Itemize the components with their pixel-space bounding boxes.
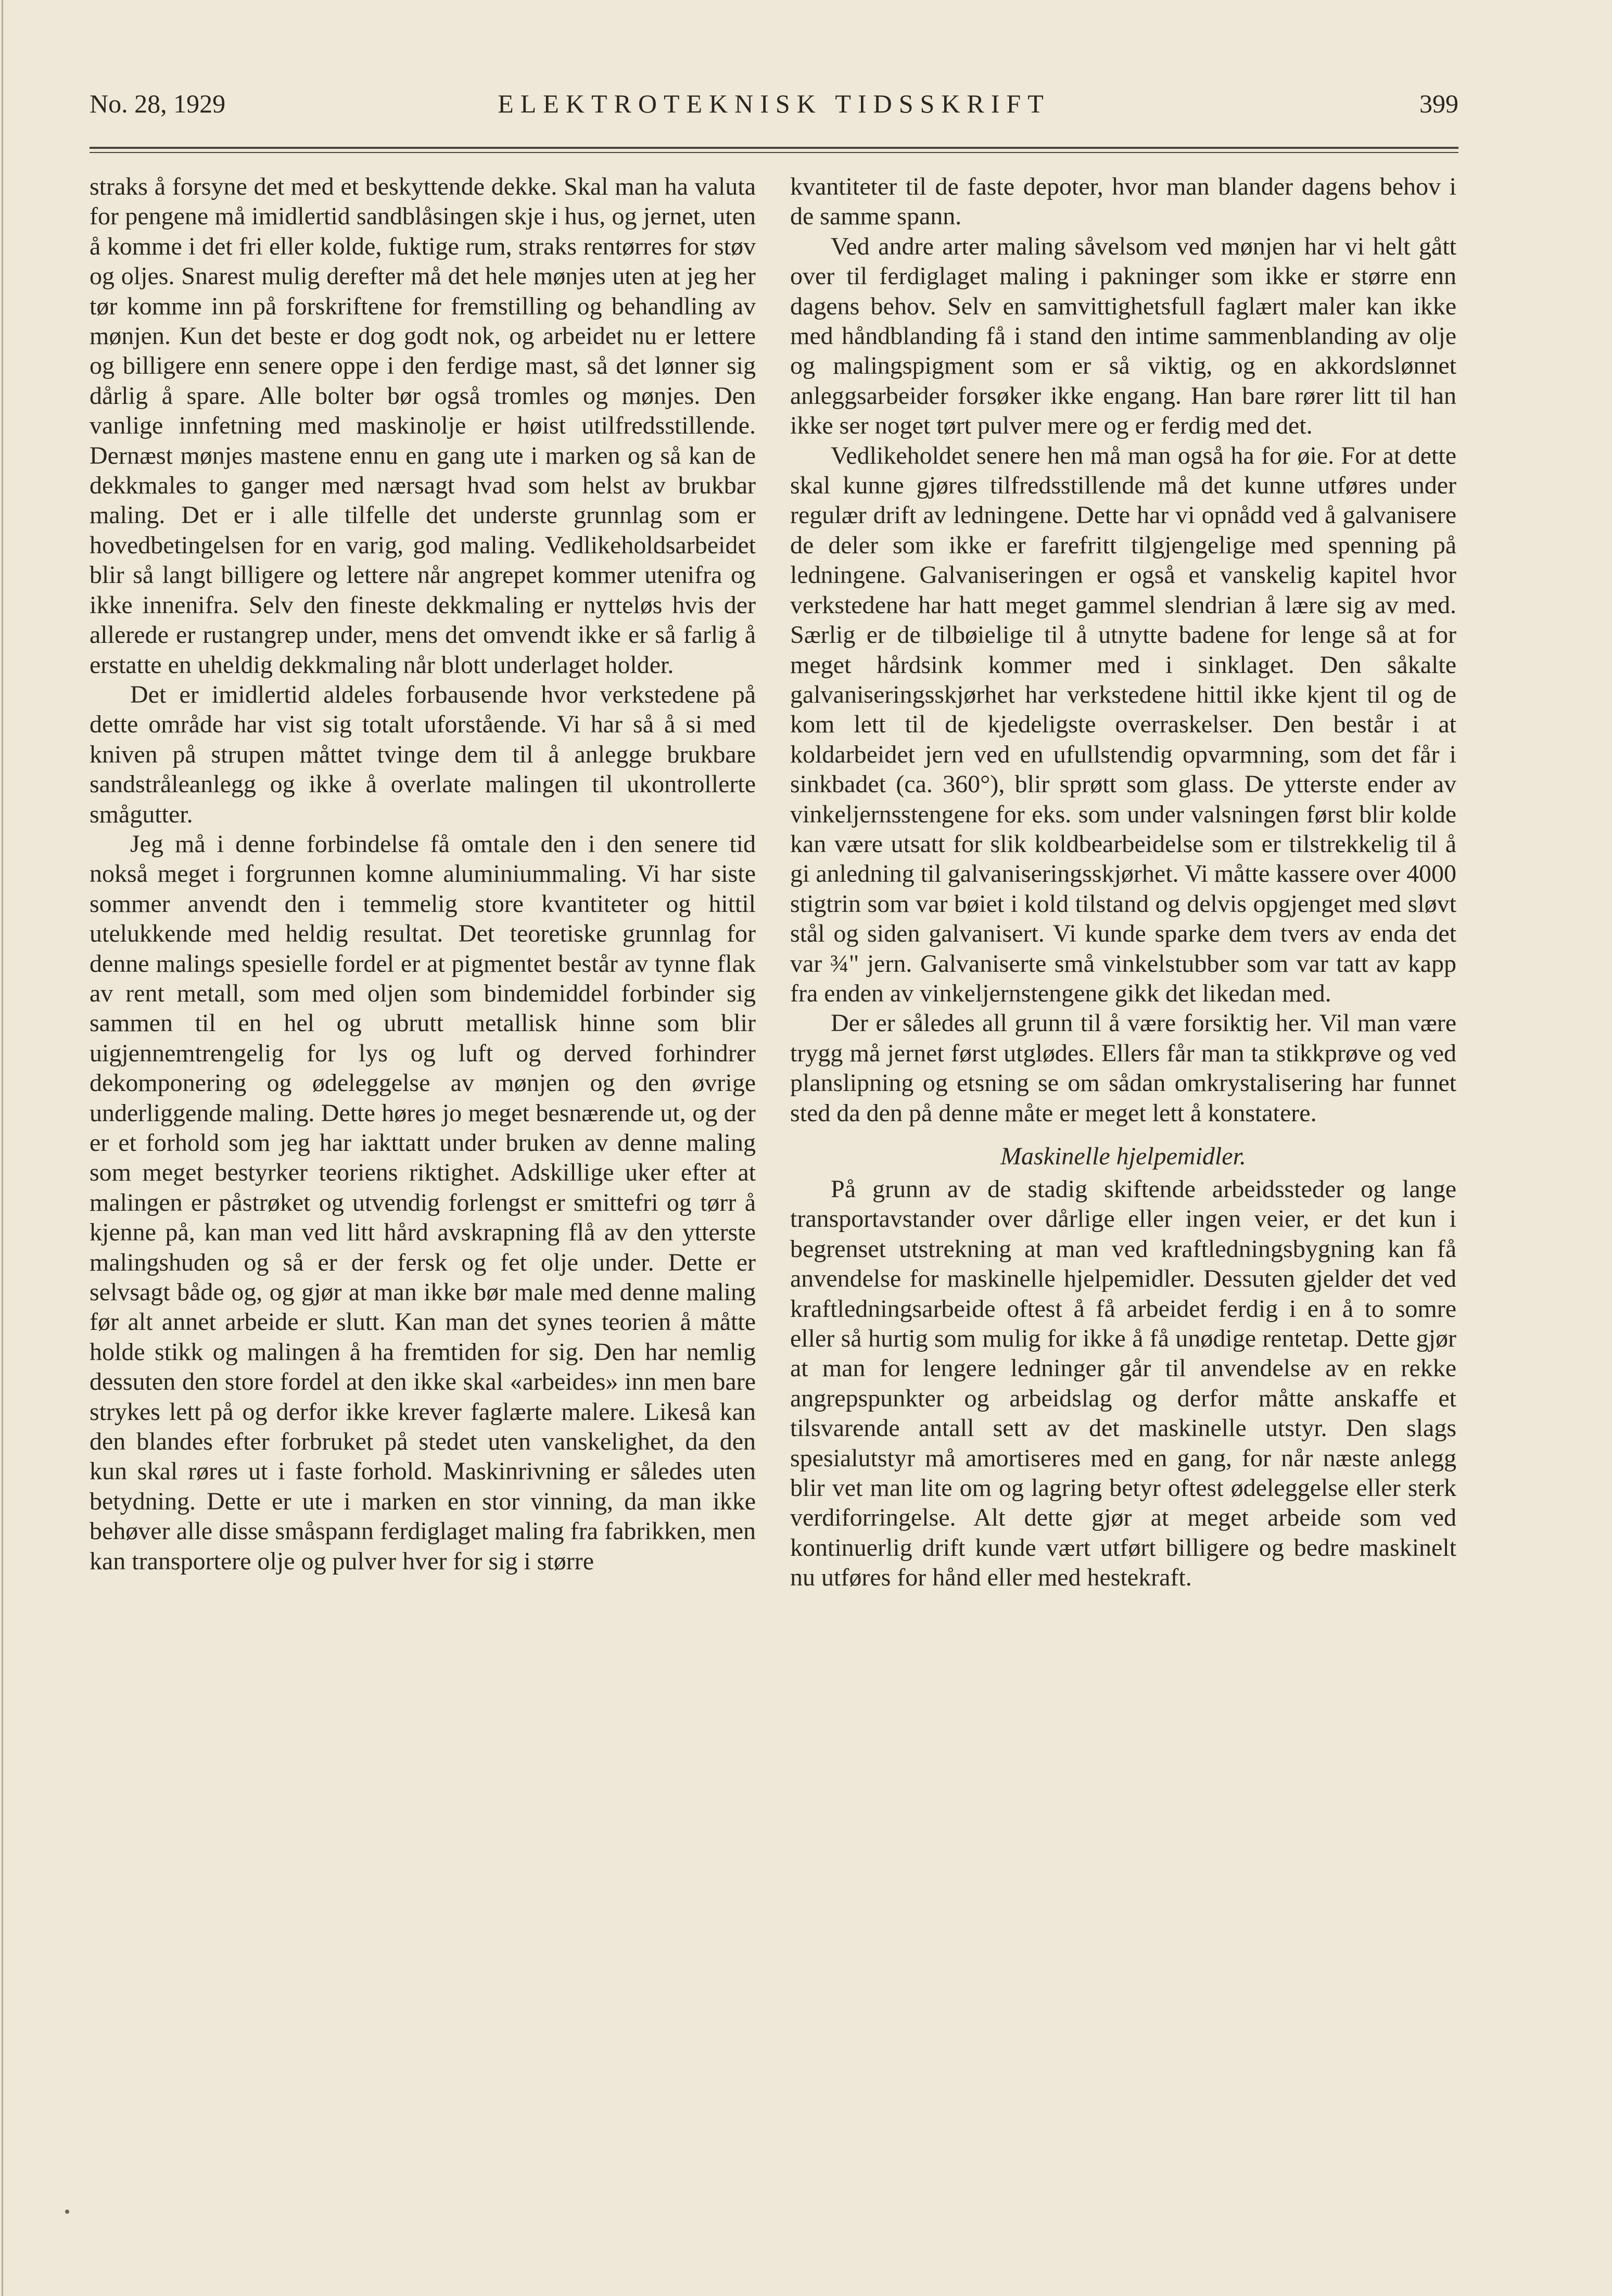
section-heading: Maskinelle hjelpemidler. — [1000, 1143, 1246, 1170]
header-rule-thick — [90, 147, 1458, 149]
header-rule-thin — [90, 152, 1458, 153]
right-column — [790, 172, 1456, 1593]
left-column — [90, 172, 756, 1576]
page-edge-shadow — [2, 0, 3, 2296]
paragraph: På grunn av de stadig skiftende arbeidssteder og lange transportavstander over dårlige eller ingen veier, er det kun i begrenset utstrekning at man ved kraftledningsbygning kan få anvendelse for maskinelle hjelpemidler. Dessuten gjelder det ved kraftledningsarbeide oftest å få arbeidet ferdig i en å to somre eller så hurtig som mulig for ikke å få unødige rentetap. Dette gjør at man for lengere ledninger går til anvendelse av en rekke angrepspunkter og arbeidslag og derfor måtte anskaffe et tilsvarende antall sett av det maskinelle utstyr. Den slags spesialutstyr må amortiseres med en gang, for når næste anlegg blir vet man lite om og lagring betyr oftest ødeleggelse eller sterk verdiforringelse. Alt dette gjør at meget arbeide som ved kontinuerlig drift kunde vært utført billigere og bedre maskinelt nu utføres for hånd eller med hestekraft. — [790, 1175, 1456, 1592]
paragraph: Jeg må i denne forbindelse få omtale den i den senere tid nokså meget i forgrunnen komne aluminiummaling. Vi har siste sommer anvendt den i temmelig store kvantiteter og hittil utelukkende med heldig resultat. Det teoretiske grunnlag for denne malings spesielle fordel er at pigmentet består av tynne flak av rent metall, som med oljen som bindemiddel forbinder sig sammen til en hel og ubrutt metallisk hinne som blir uigjennemtrengelig for lys og luft og derved forhindrer dekomponering og ødeleggelse av mønjen og den øvrige underliggende maling. Dette høres jo meget besnærende ut, og der er et forhold som jeg har iakttatt under bruken av denne maling som meget bestyrker teoriens riktighet. Adskillige uker efter at malingen er påstrøket og utvendig forlengst er smittefri og tørr å kjenne på, kan man ved litt hård avskrapning flå av den ytterste malingshuden og så er der fersk og fet olje under. Dette er selvsagt både og, og gjør at man ikke bør male med denne maling før alt annet arbeide er slutt. Kan man det synes teorien å måtte holde stikk og malingen å ha fremtiden for sig. Den har nemlig dessuten den store fordel at den ikke skal «arbeides» inn men bare strykes lett på og derfor ikke krever faglærte malere. Likeså kan den blandes efter forbruket på stedet uten vanskelighet, da den kun skal røres ut i faste forhold. Maskinrivning er således uten betydning. Dette er ute i marken en stor vinning, da man ikke behøver alle disse småspann ferdiglaget maling fra fabrikken, men kan transportere olje og pulver hver for sig i større — [90, 830, 756, 1575]
issue-number: No. 28, 1929 — [90, 89, 226, 118]
page-number: 399 — [1419, 89, 1458, 118]
paragraph: Det er imidlertid aldeles forbausende hvor verkstedene på dette område har vist sig totalt uforstående. Vi har så å si med kniven på strupen måttet tvinge dem til å anlegge brukbare sandstråleanlegg og ikke å overlate malingen til ukontrollerte smågutter. — [90, 680, 756, 828]
print-speck — [65, 2210, 69, 2214]
paragraph: Vedlikeholdet senere hen må man også ha for øie. For at dette skal kunne gjøres tilfredsstillende må det kunne utføres under regulær drift av ledningene. Dette har vi opnådd ved å galvanisere de deler som ikke er farefritt tilgjengelige med spenning på ledningene. Galvaniseringen er også et vanskelig kapitel hvor verkstedene har hatt meget gammel slendrian å lære sig av med. Særlig er de tilbøielige til å utnytte badene for lenge så at for meget hårdsink kommer med i sinklaget. Den såkalte galvaniseringsskjørhet har verkstedene hittil ikke kjent til og de kom lett til de kjedeligste overraskelser. Den består i at koldarbeidet jern ved en ufullstendig opvarmning, som det får i sinkbadet (ca. 360°), blir sprøtt som glass. De ytterste ender av vinkeljernsstengene for eks. som under valsningen først blir kolde kan være utsatt for slik koldbearbeidelse som er tilstrekkelig til å gi anledning til galvaniseringsskjørhet. Vi måtte kassere over 4000 stigtrin som var bøiet i kold tilstand og delvis opgjenget med sløvt stål og siden galvanisert. Vi kunde sparke dem tvers av enda det var ¾" jern. Galvaniserte små vinkelstubber som var tatt av kapp fra enden av vinkeljernstengene gikk det likedan med. — [790, 441, 1456, 1007]
paragraph: Der er således all grunn til å være forsiktig her. Vil man være trygg må jernet først utglødes. Ellers får man ta stikkprøve og ved planslipning og etsning se om sådan omkrystalisering har funnet sted da den på denne måte er meget lett å konstatere. — [790, 1009, 1456, 1127]
paragraph: straks å forsyne det med et beskyttende dekke. Skal man ha valuta for pengene må imidlertid sandblåsingen skje i hus, og jernet, uten å komme i det fri eller kolde, fuktige rum, straks rentørres for støv og oljes. Snarest mulig derefter må det hele mønjes uten at jeg her tør komme inn på forskriftene for fremstilling og behandling av mønjen. Kun det beste er dog godt nok, og arbeidet nu er lettere og billigere enn senere oppe i den ferdige mast, så det lønner sig dårlig å spare. Alle bolter bør også tromles og mønjes. Den vanlige innfetning med maskinolje er høist utilfredsstillende. Dernæst mønjes mastene ennu en gang ute i marken og så kan de dekkmales to ganger med nærsagt hvad som helst av brukbar maling. Det er i alle tilfelle det underste grunnlag som er hovedbetingelsen for en varig, god maling. Vedlikeholdsarbeidet blir så langt billigere og lettere når angrepet kommer utenifra og ikke innenifra. Selv den fineste dekkmaling er nytteløs hvis der allerede er rustangrep under, mens det omvendt ikke er så farlig å erstatte en uheldig dekkmaling når blott underlaget holder. — [90, 173, 756, 679]
running-header — [90, 88, 1458, 130]
paragraph: Ved andre arter maling såvelsom ved mønjen har vi helt gått over til ferdiglaget maling i pakninger som ikke er større enn dagens behov. Selv en samvittighetsfull faglært maler kan ikke med håndblanding få i stand den intime sammenblanding av olje og malingspigment som er så viktig, og en akkordslønnet anleggsarbeider forsøker ikke engang. Han bare rører litt til han ikke ser noget tørt pulver mere og er ferdig med det. — [790, 232, 1456, 440]
journal-title: ELEKTROTEKNISK TIDSSKRIFT — [498, 89, 1050, 118]
paragraph: kvantiteter til de faste depoter, hvor man blander dagens behov i de samme spann. — [790, 173, 1456, 231]
